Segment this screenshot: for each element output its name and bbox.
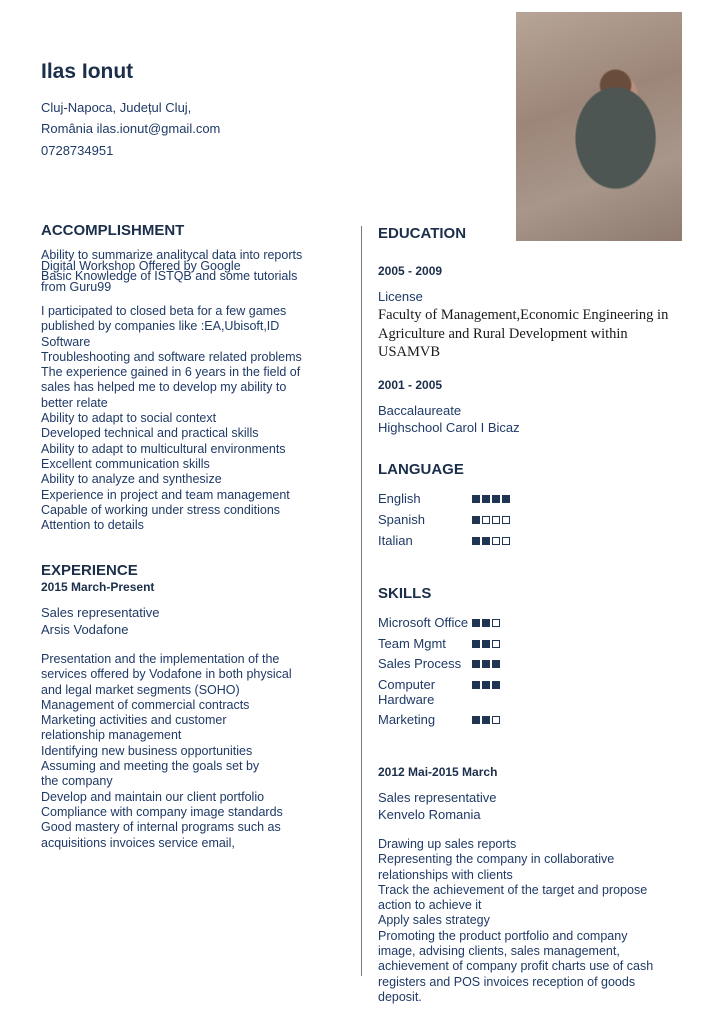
- accomplishment-list-top: [41, 250, 302, 292]
- rating-label: [378, 636, 446, 651]
- accomplishment-list: [41, 304, 302, 533]
- rating-label-text: Marketing: [378, 712, 436, 727]
- list-item: registers and POS invoices reception of goods: [378, 974, 636, 989]
- rating-dot-filled: [472, 681, 480, 689]
- education-period: 2005 - 2009: [378, 264, 443, 278]
- rating-label: [378, 656, 461, 671]
- job-duties-list: [41, 652, 292, 851]
- list-item: Apply sales strategy: [378, 913, 490, 928]
- rating-label: [378, 712, 435, 727]
- phone-line: 0728734951: [41, 143, 114, 158]
- list-item: acquisitions invoices service email,: [41, 835, 235, 850]
- list-item: Troubleshooting and software related problems: [41, 349, 302, 364]
- education-degree: Baccalaureate: [378, 403, 462, 418]
- rating-label-text: Computer: [378, 677, 436, 692]
- address-line: Cluj-Napoca, Județul Cluj,: [41, 100, 192, 115]
- list-item: Ability to adapt to social context: [41, 411, 217, 426]
- school-line: Faculty of Management,Economic Engineering in: [378, 307, 669, 323]
- list-item: Assuming and meeting the goals set by: [41, 759, 260, 774]
- list-item: the company: [41, 774, 113, 789]
- rating-dot-empty: [492, 640, 500, 648]
- rating-label: [378, 491, 421, 506]
- list-item: from Guru99: [41, 279, 112, 294]
- candidate-name: Ilas Ionut: [41, 60, 134, 83]
- list-item: action to achieve it: [378, 898, 482, 913]
- education-school: [378, 306, 668, 362]
- rating-dots: [472, 619, 500, 627]
- list-item: Identifying new business opportunities: [41, 743, 253, 758]
- rating-dot-empty: [482, 516, 490, 524]
- address-email-line: România ilas.ionut@gmail.com: [41, 121, 221, 136]
- list-item: Developed technical and practical skills: [41, 426, 259, 441]
- job-period: 2015 March-Present: [41, 580, 155, 594]
- rating-dot-empty: [492, 537, 500, 545]
- rating-label-text: Spanish: [378, 512, 425, 527]
- education-school: Highschool Carol I Bicaz: [378, 420, 520, 435]
- education-degree: License: [378, 289, 423, 304]
- rating-dot-empty: [492, 516, 500, 524]
- list-item: Track the achievement of the target and propose: [378, 882, 648, 897]
- job-role: Sales representative: [41, 605, 160, 620]
- rating-dot-empty: [492, 619, 500, 627]
- experience-heading: EXPERIENCE: [41, 562, 138, 579]
- rating-dot-filled: [482, 660, 490, 668]
- language-heading: LANGUAGE: [378, 461, 464, 478]
- rating-label-text: English: [378, 491, 421, 506]
- rating-dot-filled: [502, 495, 510, 503]
- list-item: Compliance with company image standards: [41, 804, 283, 819]
- rating-dot-empty: [492, 716, 500, 724]
- rating-dot-empty: [502, 537, 510, 545]
- list-item: sales has helped me to develop my ability to: [41, 380, 287, 395]
- list-item: Ability to adapt to multicultural environments: [41, 441, 286, 456]
- rating-dot-filled: [472, 516, 480, 524]
- column-divider: [361, 226, 362, 976]
- rating-dot-filled: [482, 619, 490, 627]
- rating-dots: [472, 660, 500, 668]
- list-item: Promoting the product portfolio and company: [378, 928, 628, 943]
- list-item: Develop and maintain our client portfolio: [41, 789, 265, 804]
- accomplishment-heading: ACCOMPLISHMENT: [41, 222, 185, 239]
- rating-dot-filled: [482, 716, 490, 724]
- school-line: Agriculture and Rural Development within: [378, 325, 628, 342]
- list-item: achievement of company profit charts use of cash: [378, 959, 654, 974]
- education-heading: EDUCATION: [378, 225, 467, 242]
- rating-label: [378, 512, 425, 527]
- list-item: Presentation and the implementation of the: [41, 652, 280, 666]
- rating-dot-filled: [472, 619, 480, 627]
- rating-dot-filled: [492, 660, 500, 668]
- list-item: Capable of working under stress conditions: [41, 502, 281, 517]
- rating-label-text: Italian: [378, 533, 413, 548]
- job-period: 2012 Mai-2015 March: [378, 765, 498, 779]
- rating-dots: [472, 681, 500, 689]
- rating-label: [378, 533, 413, 548]
- rating-dots: [472, 495, 510, 503]
- rating-dot-filled: [482, 495, 490, 503]
- rating-label-text: Team Mgmt: [378, 636, 446, 651]
- list-item: and legal market segments (SOHO): [41, 682, 240, 697]
- profile-photo: [516, 12, 682, 241]
- rating-dot-filled: [482, 640, 490, 648]
- rating-dot-filled: [482, 537, 490, 545]
- rating-label-text: Microsoft Office: [378, 615, 469, 630]
- job-company: Kenvelo Romania: [378, 807, 481, 822]
- list-item: Good mastery of internal programs such as: [41, 820, 281, 835]
- list-item: published by companies like :EA,Ubisoft,ID: [41, 319, 280, 334]
- list-item: Experience in project and team management: [41, 487, 290, 502]
- rating-label-text: Hardware: [378, 692, 435, 707]
- list-item: relationship management: [41, 728, 182, 743]
- job-duties-list: [378, 837, 653, 1005]
- rating-dot-filled: [472, 660, 480, 668]
- school-line: USAMVB: [378, 344, 441, 360]
- rating-dots: [472, 716, 500, 724]
- list-item: Management of commercial contracts: [41, 697, 250, 712]
- list-item: services offered by Vodafone in both physical: [41, 667, 292, 682]
- rating-label-text: Sales Process: [378, 656, 462, 671]
- education-period: 2001 - 2005: [378, 378, 443, 392]
- list-item: Drawing up sales reports: [378, 837, 517, 851]
- list-item: Excellent communication skills: [41, 456, 210, 471]
- rating-dots: [472, 516, 510, 524]
- list-item: Digital Workshop Offered by Google: [41, 258, 241, 273]
- rating-dot-filled: [482, 681, 490, 689]
- list-item: Attention to details: [41, 518, 144, 533]
- skills-heading: SKILLS: [378, 585, 432, 602]
- rating-dots: [472, 640, 500, 648]
- job-role: Sales representative: [378, 790, 497, 805]
- rating-label: [378, 615, 468, 630]
- rating-dot-filled: [472, 495, 480, 503]
- list-item: Ability to summarize analitycal data into reports: [41, 248, 303, 262]
- list-item: better relate: [41, 395, 108, 410]
- list-item: I participated to closed beta for a few games: [41, 304, 287, 318]
- rating-dot-filled: [472, 537, 480, 545]
- list-item: Marketing activities and customer: [41, 713, 227, 728]
- list-item: The experience gained in 6 years in the field of: [41, 365, 301, 380]
- rating-dot-filled: [472, 640, 480, 648]
- list-item: deposit.: [378, 989, 422, 1004]
- rating-dot-empty: [502, 516, 510, 524]
- rating-label: [378, 677, 435, 707]
- job-company: Arsis Vodafone: [41, 622, 129, 637]
- list-item: Representing the company in collaborative: [378, 852, 615, 867]
- list-item: image, advising clients, sales management,: [378, 944, 620, 959]
- rating-dot-filled: [472, 716, 480, 724]
- rating-dots: [472, 537, 510, 545]
- list-item: Ability to analyze and synthesize: [41, 472, 222, 487]
- list-item: Software: [41, 334, 91, 349]
- list-item: relationships with clients: [378, 867, 513, 882]
- rating-dot-filled: [492, 681, 500, 689]
- list-item: Basic Knowledge of ISTQB and some tutorials: [41, 269, 298, 283]
- rating-dot-filled: [492, 495, 500, 503]
